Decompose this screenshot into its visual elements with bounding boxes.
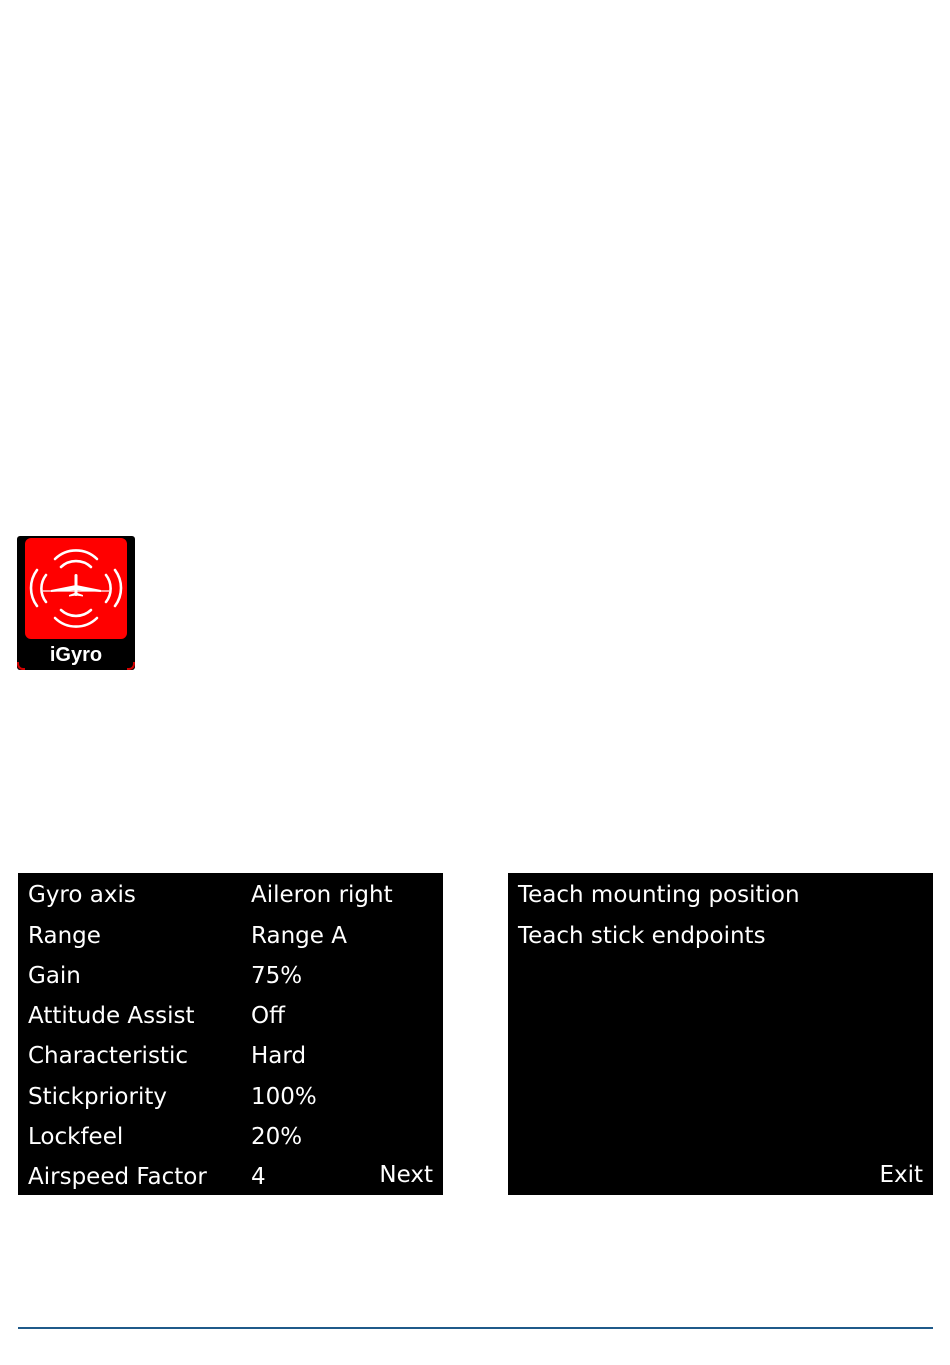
next-button[interactable]: Next (379, 1162, 433, 1188)
teach-screen (508, 873, 933, 1195)
setting-label: Gyro axis (28, 882, 136, 908)
setting-label: Range (28, 923, 101, 949)
setting-value[interactable]: Aileron right (251, 882, 393, 908)
setting-value[interactable]: 100% (251, 1084, 317, 1110)
footer-divider (18, 1327, 933, 1329)
corner-accent-left (17, 662, 25, 670)
gyro-settings-screen (18, 873, 443, 1195)
setting-value[interactable]: Off (251, 1003, 285, 1029)
setting-label: Stickpriority (28, 1084, 167, 1110)
setting-label: Attitude Assist (28, 1003, 195, 1029)
gyro-airplane-icon (25, 538, 127, 639)
menu-item-label: Teach stick endpoints (518, 923, 766, 949)
setting-value[interactable]: 4 (251, 1164, 266, 1190)
corner-accent-right (127, 662, 135, 670)
exit-button[interactable]: Exit (879, 1162, 923, 1188)
setting-label: Airspeed Factor (28, 1164, 207, 1190)
menu-item-label: Teach mounting position (518, 882, 800, 908)
app-icon-label: iGyro (49, 644, 103, 666)
setting-value[interactable]: Hard (251, 1043, 307, 1069)
setting-label: Gain (28, 963, 81, 989)
setting-value[interactable]: 20% (251, 1124, 303, 1150)
setting-value[interactable]: Range A (251, 923, 347, 949)
setting-label: Characteristic (28, 1043, 188, 1069)
setting-label: Lockfeel (28, 1124, 124, 1150)
igyro-app-icon[interactable] (17, 536, 135, 670)
setting-value[interactable]: 75% (251, 963, 303, 989)
